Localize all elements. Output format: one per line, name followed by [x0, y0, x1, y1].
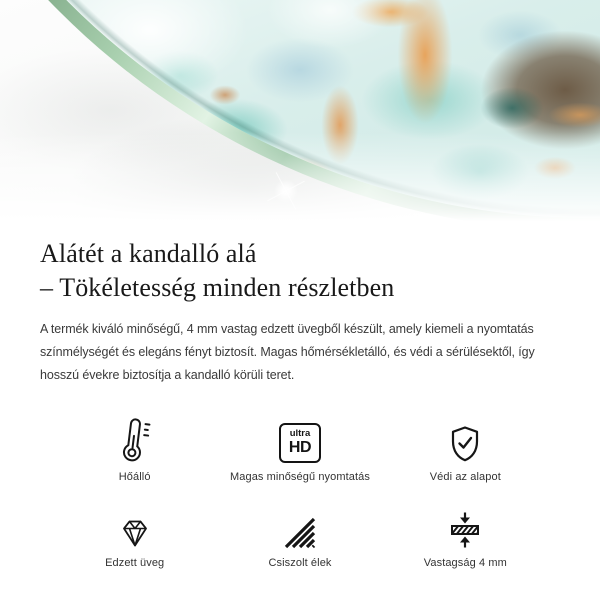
feature-icon-box — [284, 497, 316, 549]
feature-high-quality-print — [217, 411, 382, 483]
thermometer-icon — [117, 415, 152, 464]
feature-protects-base — [383, 411, 548, 483]
feature-label: Védi az alapot — [429, 470, 501, 483]
product-description: A termék kiváló minőségű, 4 mm vastag edzett üvegből készült, amely kiemeli a nyomtatás színmélységét és elegáns fényt biztosít. Magas hőmérsékletálló, és védi a sérülésektől, így hosszú évekre biztosítja a kandalló körüli teret. — [40, 321, 535, 382]
ultra-hd-bottom-text: HD — [288, 438, 312, 456]
feature-thickness — [383, 497, 548, 569]
page-title — [40, 237, 560, 305]
heading-line-2: – Tökéletesség minden részletben — [40, 272, 395, 302]
heading-line-1: Alátét a kandalló alá — [40, 239, 257, 268]
feature-icon-box — [449, 497, 481, 549]
product-photo — [0, 0, 600, 228]
feature-tempered-glass — [52, 497, 217, 569]
feature-icon-box — [118, 497, 152, 549]
feature-icon-box — [120, 411, 150, 463]
feature-icon-box — [279, 411, 321, 463]
feature-label: Vastagság 4 mm — [423, 556, 507, 569]
diamond-icon — [118, 518, 152, 549]
feature-polished-edges — [217, 497, 382, 569]
thickness-icon — [449, 511, 481, 549]
feature-icon-box — [449, 411, 481, 463]
content-section — [0, 237, 600, 569]
feature-label: Csiszolt élek — [268, 556, 332, 569]
ultra-hd-icon — [279, 423, 321, 463]
ultra-hd-top-text: ultra — [289, 428, 311, 440]
shield-check-icon — [449, 425, 481, 463]
feature-label: Magas minőségű nyomtatás — [230, 470, 370, 483]
feature-label: Edzett üveg — [105, 556, 165, 569]
polished-edges-icon — [284, 517, 316, 549]
feature-heat-resistant — [52, 411, 217, 483]
feature-grid — [40, 411, 560, 569]
feature-label: Hőálló — [118, 470, 151, 483]
